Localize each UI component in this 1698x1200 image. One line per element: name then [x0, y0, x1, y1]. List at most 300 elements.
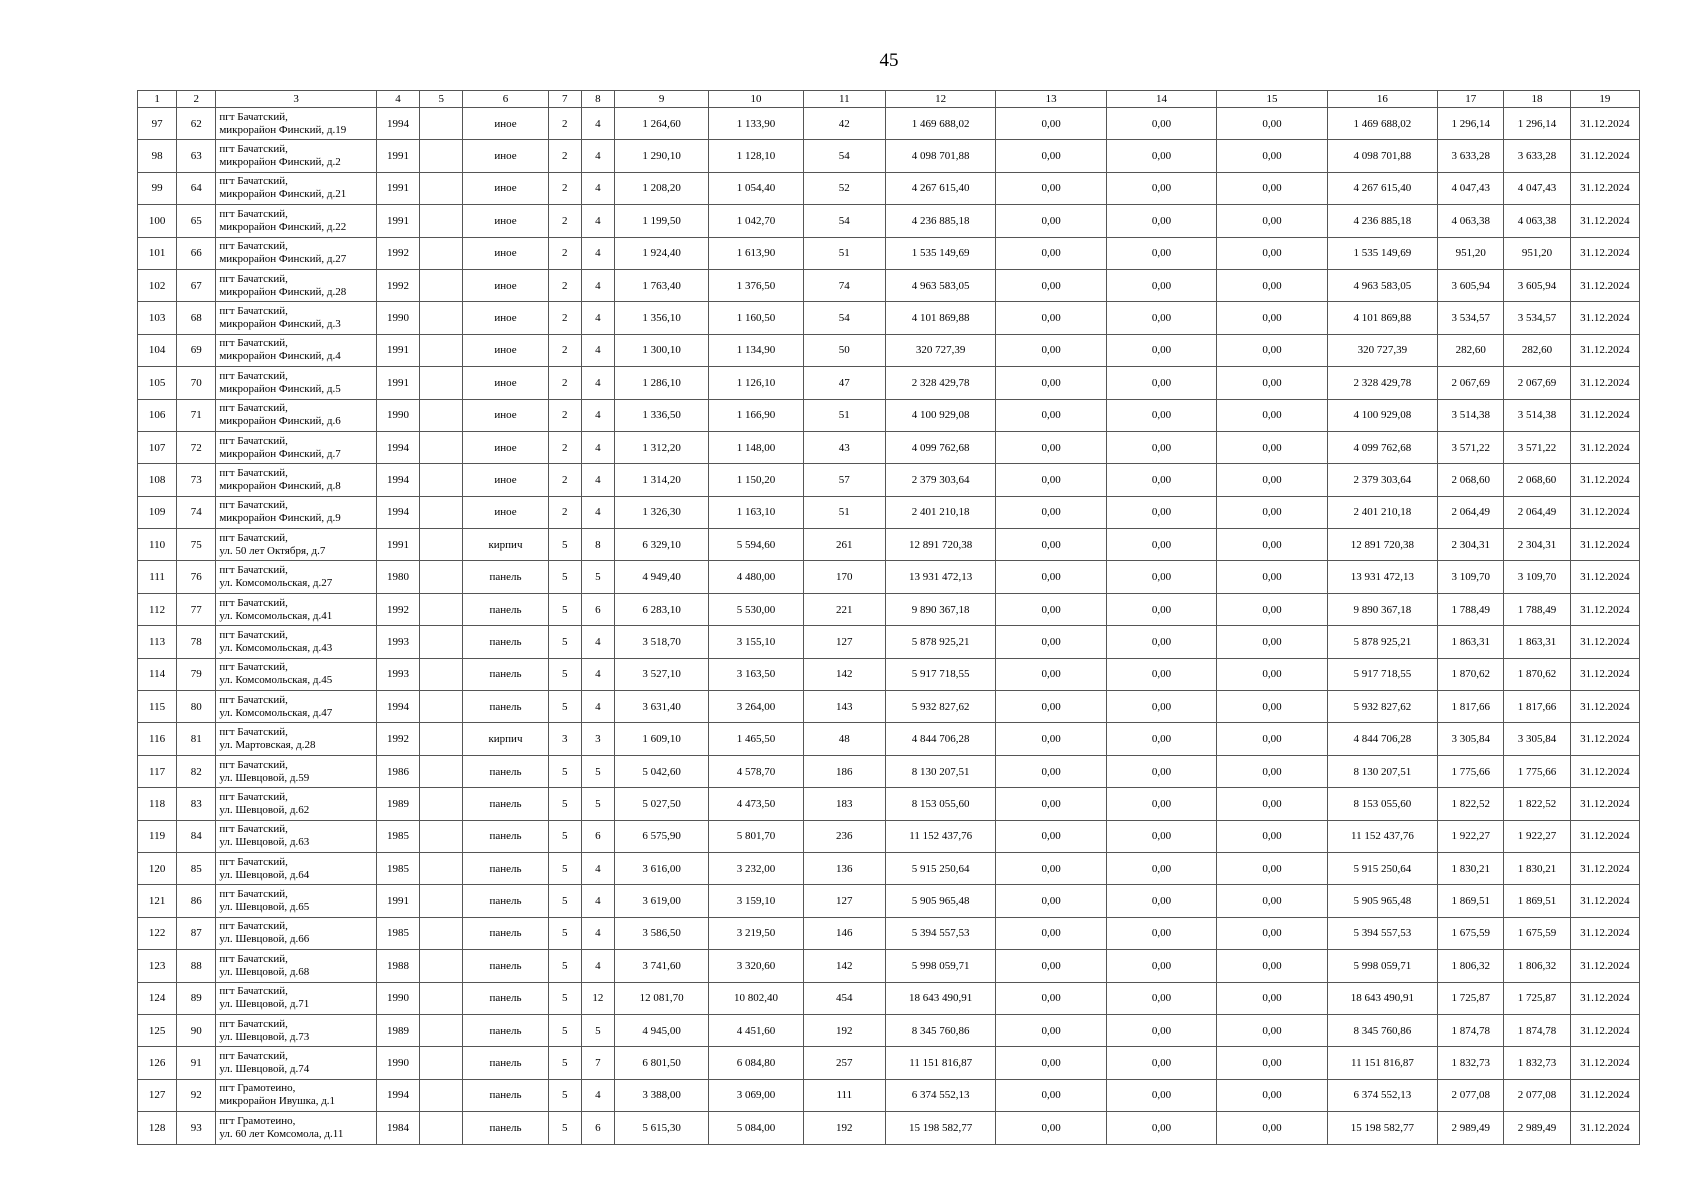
cell-col-13: 0,00 — [996, 561, 1106, 593]
cell-col-14: 0,00 — [1106, 334, 1216, 366]
address-street: микрорайон Финский, д.19 — [219, 123, 347, 136]
address-locality: пгт Бачатский, — [219, 790, 288, 803]
cell-col-18: 3 633,28 — [1504, 140, 1570, 172]
cell-col-5 — [420, 529, 463, 561]
address-locality: пгт Бачатский, — [219, 985, 288, 998]
cell-col-12: 15 198 582,77 — [885, 1112, 995, 1144]
cell-col-9: 6 329,10 — [614, 529, 708, 561]
cell-col-12: 6 374 552,13 — [885, 1079, 995, 1111]
cell-col-9: 1 264,60 — [614, 108, 708, 140]
cell-col-7: 5 — [548, 658, 581, 690]
cell-col-10: 4 451,60 — [709, 1014, 803, 1046]
cell-col-12: 8 130 207,51 — [885, 755, 995, 787]
cell-col-12: 5 932 827,62 — [885, 691, 995, 723]
cell-col-14: 0,00 — [1106, 1112, 1216, 1144]
column-header-17: 17 — [1438, 91, 1504, 108]
cell-col-1: 119 — [138, 820, 177, 852]
cell-col-14: 0,00 — [1106, 269, 1216, 301]
cell-col-13: 0,00 — [996, 982, 1106, 1014]
cell-col-11: 43 — [803, 431, 885, 463]
cell-col-15: 0,00 — [1217, 788, 1327, 820]
cell-col-7: 5 — [548, 917, 581, 949]
cell-col-19: 31.12.2024 — [1570, 723, 1639, 755]
address-locality: пгт Бачатский, — [219, 337, 288, 350]
cell-col-14: 0,00 — [1106, 788, 1216, 820]
cell-col-1: 114 — [138, 658, 177, 690]
cell-col-19: 31.12.2024 — [1570, 917, 1639, 949]
cell-col-17: 2 304,31 — [1438, 529, 1504, 561]
cell-col-7: 2 — [548, 496, 581, 528]
cell-col-19: 31.12.2024 — [1570, 1047, 1639, 1079]
address-street: микрорайон Финский, д.4 — [219, 350, 341, 363]
cell-col-19: 31.12.2024 — [1570, 593, 1639, 625]
cell-col-13: 0,00 — [996, 885, 1106, 917]
address-street: ул. Шевцовой, д.73 — [219, 1030, 310, 1043]
cell-col-9: 1 314,20 — [614, 464, 708, 496]
cell-col-15: 0,00 — [1217, 723, 1327, 755]
cell-col-2: 73 — [177, 464, 216, 496]
cell-col-19: 31.12.2024 — [1570, 108, 1639, 140]
cell-col-15: 0,00 — [1217, 108, 1327, 140]
address-locality: пгт Бачатский, — [219, 434, 288, 447]
table-row — [138, 950, 1640, 982]
cell-col-18: 1 863,31 — [1504, 626, 1570, 658]
cell-col-11: 186 — [803, 755, 885, 787]
cell-col-15: 0,00 — [1217, 367, 1327, 399]
cell-col-5 — [420, 367, 463, 399]
cell-col-17: 1 822,52 — [1438, 788, 1504, 820]
cell-col-7: 5 — [548, 1014, 581, 1046]
cell-col-8: 4 — [581, 852, 614, 884]
cell-col-8: 4 — [581, 431, 614, 463]
cell-col-5 — [420, 172, 463, 204]
cell-col-1: 102 — [138, 269, 177, 301]
cell-col-16: 8 130 207,51 — [1327, 755, 1437, 787]
cell-col-18: 1 869,51 — [1504, 885, 1570, 917]
cell-col-6: панель — [463, 626, 548, 658]
cell-col-1: 127 — [138, 1079, 177, 1111]
cell-col-11: 221 — [803, 593, 885, 625]
cell-col-2: 93 — [177, 1112, 216, 1144]
cell-col-11: 192 — [803, 1112, 885, 1144]
cell-col-16: 320 727,39 — [1327, 334, 1437, 366]
cell-col-10: 1 042,70 — [709, 205, 803, 237]
cell-col-6: панель — [463, 820, 548, 852]
cell-col-9: 3 586,50 — [614, 917, 708, 949]
cell-col-6: панель — [463, 755, 548, 787]
cell-col-19: 31.12.2024 — [1570, 399, 1639, 431]
cell-col-12: 8 153 055,60 — [885, 788, 995, 820]
cell-col-2: 74 — [177, 496, 216, 528]
cell-col-4: 1994 — [376, 691, 419, 723]
cell-col-7: 5 — [548, 950, 581, 982]
cell-col-7: 5 — [548, 885, 581, 917]
cell-col-2: 70 — [177, 367, 216, 399]
address-street: микрорайон Финский, д.5 — [219, 382, 341, 395]
cell-col-2: 86 — [177, 885, 216, 917]
cell-col-7: 2 — [548, 334, 581, 366]
cell-col-4: 1989 — [376, 1014, 419, 1046]
cell-col-9: 6 575,90 — [614, 820, 708, 852]
cell-col-5 — [420, 885, 463, 917]
cell-col-12: 18 643 490,91 — [885, 982, 995, 1014]
cell-col-8: 4 — [581, 950, 614, 982]
cell-col-16: 18 643 490,91 — [1327, 982, 1437, 1014]
cell-col-14: 0,00 — [1106, 626, 1216, 658]
cell-col-9: 3 616,00 — [614, 852, 708, 884]
cell-col-4: 1991 — [376, 367, 419, 399]
table-row — [138, 464, 1640, 496]
address-locality: пгт Грамотеино, — [219, 1082, 296, 1095]
cell-col-16: 5 905 965,48 — [1327, 885, 1437, 917]
cell-col-8: 4 — [581, 399, 614, 431]
cell-col-11: 127 — [803, 626, 885, 658]
cell-col-2: 92 — [177, 1079, 216, 1111]
cell-col-13: 0,00 — [996, 205, 1106, 237]
cell-col-5 — [420, 950, 463, 982]
cell-col-15: 0,00 — [1217, 1079, 1327, 1111]
cell-col-12: 5 915 250,64 — [885, 852, 995, 884]
cell-col-9: 4 945,00 — [614, 1014, 708, 1046]
cell-col-19: 31.12.2024 — [1570, 464, 1639, 496]
cell-col-12: 13 931 472,13 — [885, 561, 995, 593]
cell-col-19: 31.12.2024 — [1570, 140, 1639, 172]
cell-col-7: 5 — [548, 529, 581, 561]
address-street: ул. Комсомольская, д.45 — [219, 674, 333, 687]
cell-col-8: 4 — [581, 1079, 614, 1111]
cell-col-10: 10 802,40 — [709, 982, 803, 1014]
cell-col-19: 31.12.2024 — [1570, 431, 1639, 463]
address-locality: пгт Бачатский, — [219, 499, 288, 512]
cell-col-15: 0,00 — [1217, 334, 1327, 366]
cell-col-19: 31.12.2024 — [1570, 302, 1639, 334]
cell-col-6: панель — [463, 1047, 548, 1079]
cell-col-12: 4 101 869,88 — [885, 302, 995, 334]
cell-col-13: 0,00 — [996, 529, 1106, 561]
cell-col-18: 1 296,14 — [1504, 108, 1570, 140]
cell-address — [216, 237, 377, 269]
address-street: ул. Шевцовой, д.63 — [219, 836, 310, 849]
cell-col-6: иное — [463, 496, 548, 528]
cell-col-11: 54 — [803, 205, 885, 237]
cell-col-16: 8 345 760,86 — [1327, 1014, 1437, 1046]
cell-col-10: 1 376,50 — [709, 269, 803, 301]
cell-col-19: 31.12.2024 — [1570, 982, 1639, 1014]
address-locality: пгт Бачатский, — [219, 920, 288, 933]
cell-col-2: 75 — [177, 529, 216, 561]
cell-col-16: 15 198 582,77 — [1327, 1112, 1437, 1144]
cell-col-18: 1 922,27 — [1504, 820, 1570, 852]
cell-col-4: 1994 — [376, 108, 419, 140]
cell-col-10: 1 166,90 — [709, 399, 803, 431]
cell-col-10: 1 613,90 — [709, 237, 803, 269]
cell-address — [216, 464, 377, 496]
cell-col-15: 0,00 — [1217, 885, 1327, 917]
cell-col-15: 0,00 — [1217, 496, 1327, 528]
address-locality: пгт Бачатский, — [219, 272, 288, 285]
cell-col-6: иное — [463, 108, 548, 140]
cell-col-19: 31.12.2024 — [1570, 237, 1639, 269]
cell-col-15: 0,00 — [1217, 529, 1327, 561]
cell-col-7: 5 — [548, 1079, 581, 1111]
cell-address — [216, 885, 377, 917]
cell-col-1: 105 — [138, 367, 177, 399]
cell-col-8: 3 — [581, 723, 614, 755]
cell-col-9: 1 300,10 — [614, 334, 708, 366]
cell-col-2: 89 — [177, 982, 216, 1014]
cell-col-16: 5 917 718,55 — [1327, 658, 1437, 690]
table-body — [138, 108, 1640, 1145]
cell-col-13: 0,00 — [996, 367, 1106, 399]
cell-col-19: 31.12.2024 — [1570, 496, 1639, 528]
table-row — [138, 367, 1640, 399]
cell-col-16: 11 151 816,87 — [1327, 1047, 1437, 1079]
address-street: ул. Комсомольская, д.41 — [219, 609, 333, 622]
cell-col-6: иное — [463, 464, 548, 496]
address-street: микрорайон Финский, д.22 — [219, 220, 347, 233]
cell-col-1: 104 — [138, 334, 177, 366]
cell-col-14: 0,00 — [1106, 431, 1216, 463]
address-locality: пгт Бачатский, — [219, 369, 288, 382]
cell-col-11: 136 — [803, 852, 885, 884]
cell-col-16: 5 878 925,21 — [1327, 626, 1437, 658]
cell-address — [216, 334, 377, 366]
address-locality: пгт Бачатский, — [219, 466, 288, 479]
cell-col-16: 6 374 552,13 — [1327, 1079, 1437, 1111]
cell-col-2: 62 — [177, 108, 216, 140]
address-street: микрорайон Финский, д.3 — [219, 318, 341, 331]
cell-col-15: 0,00 — [1217, 1014, 1327, 1046]
column-header-14: 14 — [1106, 91, 1216, 108]
cell-col-10: 1 465,50 — [709, 723, 803, 755]
cell-col-4: 1992 — [376, 723, 419, 755]
cell-col-18: 2 068,60 — [1504, 464, 1570, 496]
cell-col-11: 51 — [803, 237, 885, 269]
cell-col-4: 1985 — [376, 852, 419, 884]
cell-col-1: 106 — [138, 399, 177, 431]
cell-col-11: 51 — [803, 496, 885, 528]
cell-col-2: 78 — [177, 626, 216, 658]
cell-col-15: 0,00 — [1217, 982, 1327, 1014]
cell-col-11: 183 — [803, 788, 885, 820]
cell-col-7: 2 — [548, 140, 581, 172]
cell-col-2: 82 — [177, 755, 216, 787]
cell-col-13: 0,00 — [996, 691, 1106, 723]
cell-col-16: 2 401 210,18 — [1327, 496, 1437, 528]
address-street: микрорайон Финский, д.7 — [219, 447, 341, 460]
cell-col-13: 0,00 — [996, 593, 1106, 625]
table-row — [138, 108, 1640, 140]
cell-col-10: 4 480,00 — [709, 561, 803, 593]
cell-col-13: 0,00 — [996, 464, 1106, 496]
cell-col-16: 4 267 615,40 — [1327, 172, 1437, 204]
cell-col-12: 2 379 303,64 — [885, 464, 995, 496]
cell-col-13: 0,00 — [996, 1079, 1106, 1111]
address-street: микрорайон Финский, д.21 — [219, 188, 347, 201]
cell-col-4: 1993 — [376, 626, 419, 658]
cell-col-4: 1991 — [376, 205, 419, 237]
cell-col-4: 1991 — [376, 140, 419, 172]
cell-col-19: 31.12.2024 — [1570, 658, 1639, 690]
cell-col-9: 5 042,60 — [614, 755, 708, 787]
cell-col-14: 0,00 — [1106, 1079, 1216, 1111]
cell-col-7: 5 — [548, 691, 581, 723]
cell-col-1: 112 — [138, 593, 177, 625]
cell-address — [216, 140, 377, 172]
cell-col-12: 4 844 706,28 — [885, 723, 995, 755]
cell-col-19: 31.12.2024 — [1570, 1079, 1639, 1111]
cell-col-5 — [420, 1047, 463, 1079]
cell-col-2: 67 — [177, 269, 216, 301]
cell-address — [216, 302, 377, 334]
cell-col-15: 0,00 — [1217, 399, 1327, 431]
cell-col-15: 0,00 — [1217, 852, 1327, 884]
address-locality: пгт Бачатский, — [219, 758, 288, 771]
cell-col-6: панель — [463, 561, 548, 593]
cell-col-7: 3 — [548, 723, 581, 755]
column-header-3: 3 — [216, 91, 377, 108]
cell-col-18: 1 832,73 — [1504, 1047, 1570, 1079]
cell-col-18: 1 788,49 — [1504, 593, 1570, 625]
cell-col-19: 31.12.2024 — [1570, 529, 1639, 561]
cell-col-11: 50 — [803, 334, 885, 366]
cell-col-6: иное — [463, 172, 548, 204]
address-locality: пгт Бачатский, — [219, 661, 288, 674]
cell-col-16: 5 915 250,64 — [1327, 852, 1437, 884]
cell-col-12: 4 963 583,05 — [885, 269, 995, 301]
cell-col-4: 1990 — [376, 399, 419, 431]
cell-col-11: 170 — [803, 561, 885, 593]
cell-col-11: 54 — [803, 140, 885, 172]
cell-address — [216, 788, 377, 820]
cell-col-4: 1991 — [376, 885, 419, 917]
cell-col-14: 0,00 — [1106, 950, 1216, 982]
cell-col-15: 0,00 — [1217, 658, 1327, 690]
cell-col-7: 5 — [548, 626, 581, 658]
cell-col-5 — [420, 496, 463, 528]
cell-col-14: 0,00 — [1106, 1047, 1216, 1079]
cell-col-1: 107 — [138, 431, 177, 463]
table-row — [138, 302, 1640, 334]
cell-col-14: 0,00 — [1106, 561, 1216, 593]
cell-col-16: 2 379 303,64 — [1327, 464, 1437, 496]
cell-col-4: 1985 — [376, 917, 419, 949]
cell-col-13: 0,00 — [996, 237, 1106, 269]
cell-col-12: 2 328 429,78 — [885, 367, 995, 399]
cell-col-6: панель — [463, 917, 548, 949]
cell-col-6: иное — [463, 237, 548, 269]
cell-col-11: 47 — [803, 367, 885, 399]
cell-col-17: 1 869,51 — [1438, 885, 1504, 917]
cell-col-9: 1 312,20 — [614, 431, 708, 463]
cell-col-10: 3 264,00 — [709, 691, 803, 723]
cell-col-8: 5 — [581, 755, 614, 787]
cell-col-6: панель — [463, 593, 548, 625]
cell-col-18: 2 304,31 — [1504, 529, 1570, 561]
cell-col-16: 4 101 869,88 — [1327, 302, 1437, 334]
cell-col-14: 0,00 — [1106, 302, 1216, 334]
cell-col-16: 4 100 929,08 — [1327, 399, 1437, 431]
address-locality: пгт Бачатский, — [219, 888, 288, 901]
cell-col-19: 31.12.2024 — [1570, 626, 1639, 658]
cell-col-1: 99 — [138, 172, 177, 204]
cell-col-9: 1 286,10 — [614, 367, 708, 399]
cell-col-2: 66 — [177, 237, 216, 269]
cell-col-9: 3 518,70 — [614, 626, 708, 658]
cell-col-10: 1 150,20 — [709, 464, 803, 496]
cell-col-5 — [420, 237, 463, 269]
cell-col-13: 0,00 — [996, 1112, 1106, 1144]
cell-col-6: панель — [463, 691, 548, 723]
cell-address — [216, 367, 377, 399]
cell-col-15: 0,00 — [1217, 820, 1327, 852]
address-locality: пгт Бачатский, — [219, 823, 288, 836]
cell-col-13: 0,00 — [996, 658, 1106, 690]
cell-col-18: 1 675,59 — [1504, 917, 1570, 949]
cell-col-9: 1 290,10 — [614, 140, 708, 172]
cell-col-5 — [420, 399, 463, 431]
cell-col-11: 261 — [803, 529, 885, 561]
cell-col-5 — [420, 788, 463, 820]
cell-col-13: 0,00 — [996, 108, 1106, 140]
cell-col-13: 0,00 — [996, 140, 1106, 172]
cell-col-12: 9 890 367,18 — [885, 593, 995, 625]
column-header-5: 5 — [420, 91, 463, 108]
cell-col-10: 4 578,70 — [709, 755, 803, 787]
cell-col-15: 0,00 — [1217, 593, 1327, 625]
cell-col-16: 4 844 706,28 — [1327, 723, 1437, 755]
address-street: ул. Шевцовой, д.66 — [219, 933, 310, 946]
cell-col-2: 84 — [177, 820, 216, 852]
cell-col-1: 122 — [138, 917, 177, 949]
cell-col-18: 2 067,69 — [1504, 367, 1570, 399]
cell-col-10: 6 084,80 — [709, 1047, 803, 1079]
column-header-2: 2 — [177, 91, 216, 108]
address-locality: пгт Бачатский, — [219, 726, 288, 739]
cell-col-9: 3 631,40 — [614, 691, 708, 723]
column-header-7: 7 — [548, 91, 581, 108]
cell-col-13: 0,00 — [996, 788, 1106, 820]
cell-col-11: 142 — [803, 950, 885, 982]
cell-col-15: 0,00 — [1217, 140, 1327, 172]
cell-col-9: 3 741,60 — [614, 950, 708, 982]
cell-col-15: 0,00 — [1217, 431, 1327, 463]
cell-col-11: 142 — [803, 658, 885, 690]
cell-col-7: 2 — [548, 237, 581, 269]
cell-col-18: 1 830,21 — [1504, 852, 1570, 884]
cell-col-5 — [420, 108, 463, 140]
cell-col-10: 3 320,60 — [709, 950, 803, 982]
cell-address — [216, 852, 377, 884]
address-locality: пгт Бачатский, — [219, 143, 288, 156]
cell-col-17: 2 077,08 — [1438, 1079, 1504, 1111]
cell-col-8: 4 — [581, 140, 614, 172]
cell-col-12: 5 998 059,71 — [885, 950, 995, 982]
cell-col-9: 1 924,40 — [614, 237, 708, 269]
cell-col-13: 0,00 — [996, 1047, 1106, 1079]
cell-col-1: 126 — [138, 1047, 177, 1079]
cell-address — [216, 529, 377, 561]
cell-col-18: 282,60 — [1504, 334, 1570, 366]
cell-col-19: 31.12.2024 — [1570, 205, 1639, 237]
cell-col-17: 3 633,28 — [1438, 140, 1504, 172]
cell-col-7: 5 — [548, 561, 581, 593]
cell-col-17: 1 775,66 — [1438, 755, 1504, 787]
cell-col-15: 0,00 — [1217, 302, 1327, 334]
address-street: ул. Шевцовой, д.59 — [219, 771, 310, 784]
cell-col-7: 2 — [548, 205, 581, 237]
cell-col-1: 100 — [138, 205, 177, 237]
